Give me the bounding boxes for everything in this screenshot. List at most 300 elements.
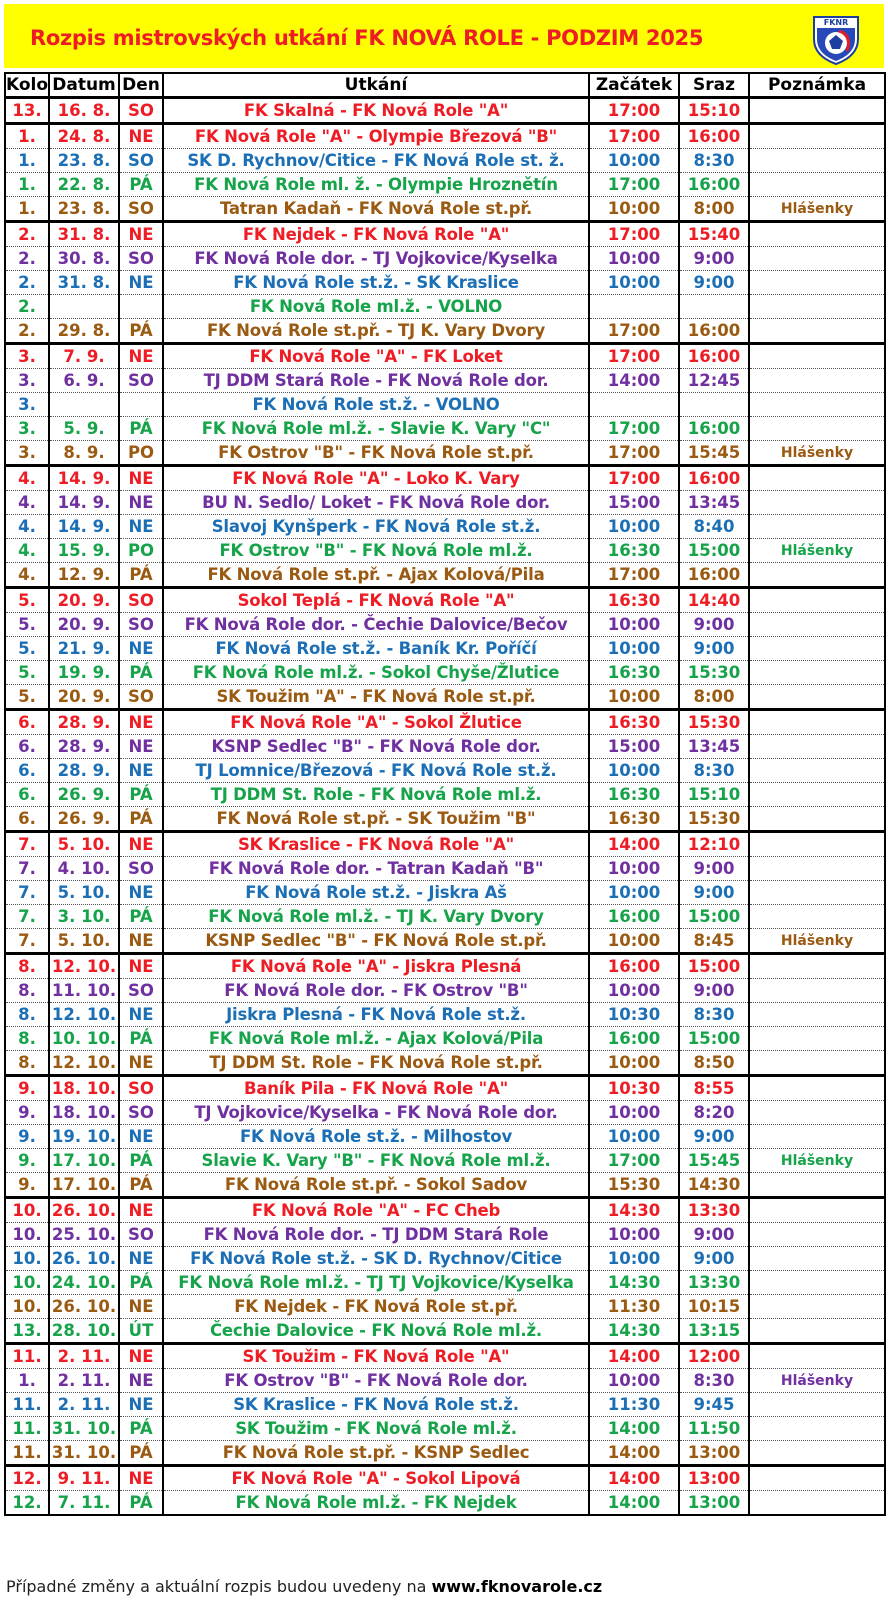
cell-meet: 16:00 [679, 319, 749, 344]
cell-meet: 16:00 [679, 563, 749, 588]
table-row [5, 1223, 885, 1247]
header-sraz: Sraz [679, 73, 749, 98]
cell-start: 10:00 [589, 247, 679, 271]
cell-start: 14:00 [589, 1344, 679, 1369]
cell-datum: 26. 10. [49, 1247, 119, 1271]
cell-den: NE [119, 1393, 163, 1417]
cell-kolo: 7. [5, 905, 49, 929]
cell-kolo: 12. [5, 1491, 49, 1516]
table-row [5, 295, 885, 319]
cell-den: PÁ [119, 905, 163, 929]
cell-match: Čechie Dalovice - FK Nová Role ml.ž. [163, 1319, 589, 1344]
cell-kolo: 8. [5, 1003, 49, 1027]
header-den: Den [119, 73, 163, 98]
cell-note [749, 1441, 885, 1466]
cell-note [749, 1173, 885, 1198]
cell-match: FK Nová Role ml.ž. - Slavie K. Vary "C" [163, 417, 589, 441]
cell-meet: 15:30 [679, 807, 749, 832]
cell-note [749, 685, 885, 710]
cell-match: FK Nová Role ml.ž. - Ajax Kolová/Pila [163, 1027, 589, 1051]
cell-match: FK Nová Role dor. - FK Ostrov "B" [163, 979, 589, 1003]
cell-kolo: 3. [5, 417, 49, 441]
table-row [5, 319, 885, 344]
cell-start: 17:00 [589, 222, 679, 247]
cell-start: 17:00 [589, 1149, 679, 1173]
cell-start: 17:00 [589, 441, 679, 466]
cell-meet: 11:50 [679, 1417, 749, 1441]
cell-start: 17:00 [589, 124, 679, 149]
table-row [5, 710, 885, 735]
cell-start: 10:00 [589, 1125, 679, 1149]
cell-datum: 31. 8. [49, 271, 119, 295]
cell-match: FK Nová Role ml.ž. - TJ TJ Vojkovice/Kyselka [163, 1271, 589, 1295]
cell-datum: 19. 10. [49, 1125, 119, 1149]
cell-den: NE [119, 832, 163, 857]
table-row [5, 247, 885, 271]
cell-note [749, 222, 885, 247]
header-kolo: Kolo [5, 73, 49, 98]
cell-note [749, 832, 885, 857]
header-poznamka: Poznámka [749, 73, 885, 98]
cell-note [749, 1491, 885, 1516]
table-row [5, 1051, 885, 1076]
cell-start: 16:30 [589, 783, 679, 807]
cell-match: Sokol Teplá - FK Nová Role "A" [163, 588, 589, 613]
table-row [5, 661, 885, 685]
cell-datum: 28. 10. [49, 1319, 119, 1344]
cell-datum: 31. 10. [49, 1417, 119, 1441]
cell-start: 16:30 [589, 661, 679, 685]
cell-datum: 24. 8. [49, 124, 119, 149]
cell-match: Tatran Kadaň - FK Nová Role st.př. [163, 197, 589, 222]
cell-datum: 20. 9. [49, 613, 119, 637]
cell-kolo: 8. [5, 1027, 49, 1051]
cell-den: SO [119, 857, 163, 881]
cell-den: NE [119, 929, 163, 954]
cell-match: FK Nová Role st.př. - KSNP Sedlec [163, 1441, 589, 1466]
cell-datum: 20. 9. [49, 685, 119, 710]
cell-den: NE [119, 124, 163, 149]
cell-den: PÁ [119, 173, 163, 197]
cell-meet: 13:30 [679, 1271, 749, 1295]
cell-kolo: 9. [5, 1149, 49, 1173]
table-row [5, 441, 885, 466]
table-row [5, 1466, 885, 1491]
cell-start: 16:30 [589, 588, 679, 613]
cell-datum: 26. 9. [49, 807, 119, 832]
cell-kolo: 7. [5, 832, 49, 857]
cell-den: PO [119, 539, 163, 563]
cell-kolo: 7. [5, 857, 49, 881]
cell-match: FK Nová Role "A" - Sokol Žlutice [163, 710, 589, 735]
cell-meet: 13:15 [679, 1319, 749, 1344]
cell-meet: 16:00 [679, 466, 749, 491]
cell-start: 14:00 [589, 1466, 679, 1491]
cell-kolo: 11. [5, 1441, 49, 1466]
cell-den: SO [119, 1101, 163, 1125]
cell-den: NE [119, 491, 163, 515]
cell-start: 10:00 [589, 197, 679, 222]
cell-note [749, 1466, 885, 1491]
table-row [5, 1027, 885, 1051]
cell-kolo: 3. [5, 393, 49, 417]
cell-den: PÁ [119, 1441, 163, 1466]
cell-meet: 16:00 [679, 173, 749, 197]
cell-den: NE [119, 222, 163, 247]
table-row [5, 929, 885, 954]
cell-meet: 12:10 [679, 832, 749, 857]
cell-den [119, 295, 163, 319]
table-row [5, 637, 885, 661]
cell-datum: 17. 10. [49, 1149, 119, 1173]
cell-note [749, 588, 885, 613]
cell-kolo: 13. [5, 1319, 49, 1344]
cell-start: 10:00 [589, 1223, 679, 1247]
cell-start: 10:00 [589, 515, 679, 539]
cell-datum: 14. 9. [49, 466, 119, 491]
cell-match: FK Nová Role "A" - FC Cheb [163, 1198, 589, 1223]
cell-meet: 15:00 [679, 539, 749, 563]
table-row [5, 222, 885, 247]
header-utkani: Utkání [163, 73, 589, 98]
table-row [5, 417, 885, 441]
cell-kolo: 2. [5, 271, 49, 295]
cell-note [749, 759, 885, 783]
cell-start: 14:00 [589, 832, 679, 857]
cell-datum: 2. 11. [49, 1393, 119, 1417]
table-row [5, 98, 885, 124]
cell-datum: 28. 9. [49, 759, 119, 783]
cell-match: TJ Lomnice/Březová - FK Nová Role st.ž. [163, 759, 589, 783]
cell-den: NE [119, 515, 163, 539]
table-row [5, 173, 885, 197]
cell-meet: 15:00 [679, 954, 749, 979]
cell-den: PÁ [119, 1173, 163, 1198]
cell-meet: 15:45 [679, 1149, 749, 1173]
cell-start: 15:30 [589, 1173, 679, 1198]
cell-datum: 8. 9. [49, 441, 119, 466]
logo-text: FKNR [823, 18, 849, 27]
cell-start: 10:00 [589, 149, 679, 173]
cell-den: SO [119, 613, 163, 637]
cell-datum: 14. 9. [49, 491, 119, 515]
cell-datum: 7. 11. [49, 1491, 119, 1516]
cell-kolo: 3. [5, 344, 49, 369]
cell-note [749, 857, 885, 881]
cell-meet: 8:00 [679, 685, 749, 710]
cell-datum: 30. 8. [49, 247, 119, 271]
cell-kolo: 2. [5, 319, 49, 344]
cell-kolo: 10. [5, 1223, 49, 1247]
cell-kolo: 4. [5, 563, 49, 588]
cell-start: 16:30 [589, 807, 679, 832]
cell-datum: 12. 10. [49, 954, 119, 979]
cell-note [749, 149, 885, 173]
cell-datum: 9. 11. [49, 1466, 119, 1491]
cell-kolo: 3. [5, 369, 49, 393]
cell-match: SK Toužim "A" - FK Nová Role st.př. [163, 685, 589, 710]
cell-start: 10:00 [589, 637, 679, 661]
cell-match: FK Nová Role st.ž. - VOLNO [163, 393, 589, 417]
header-datum: Datum [49, 73, 119, 98]
table-row [5, 515, 885, 539]
footer-url: www.fknovarole.cz [431, 1577, 603, 1596]
cell-start: 10:00 [589, 881, 679, 905]
cell-kolo: 6. [5, 759, 49, 783]
table-row [5, 1441, 885, 1466]
cell-datum: 31. 10. [49, 1441, 119, 1466]
table-row [5, 807, 885, 832]
cell-match: FK Nová Role ml.ž. - VOLNO [163, 295, 589, 319]
table-row [5, 197, 885, 222]
cell-match: TJ Vojkovice/Kyselka - FK Nová Role dor. [163, 1101, 589, 1125]
cell-den: PÁ [119, 661, 163, 685]
table-row [5, 857, 885, 881]
cell-den: NE [119, 759, 163, 783]
cell-kolo: 9. [5, 1101, 49, 1125]
cell-meet: 9:00 [679, 857, 749, 881]
cell-note [749, 710, 885, 735]
cell-start: 10:00 [589, 759, 679, 783]
cell-den: PÁ [119, 417, 163, 441]
cell-datum: 16. 8. [49, 98, 119, 124]
cell-meet: 8:30 [679, 1003, 749, 1027]
cell-start: 16:00 [589, 905, 679, 929]
cell-meet: 9:00 [679, 1223, 749, 1247]
cell-match: FK Nová Role st.př. - Sokol Sadov [163, 1173, 589, 1198]
cell-note [749, 319, 885, 344]
cell-note [749, 1393, 885, 1417]
cell-datum: 20. 9. [49, 588, 119, 613]
cell-datum: 5. 10. [49, 881, 119, 905]
cell-start: 15:00 [589, 735, 679, 759]
cell-start: 15:00 [589, 491, 679, 515]
table-row [5, 588, 885, 613]
cell-den: NE [119, 637, 163, 661]
cell-start: 10:00 [589, 1369, 679, 1393]
cell-kolo: 1. [5, 173, 49, 197]
cell-start: 11:30 [589, 1393, 679, 1417]
cell-start: 17:00 [589, 344, 679, 369]
cell-start: 17:00 [589, 417, 679, 441]
table-row [5, 685, 885, 710]
cell-den: NE [119, 1051, 163, 1076]
cell-match: FK Nová Role "A" - Sokol Lipová [163, 1466, 589, 1491]
cell-kolo: 2. [5, 222, 49, 247]
cell-den: PÁ [119, 807, 163, 832]
cell-datum: 24. 10. [49, 1271, 119, 1295]
cell-match: FK Nová Role "A" - Jiskra Plesná [163, 954, 589, 979]
cell-note [749, 1295, 885, 1319]
cell-den: PÁ [119, 1271, 163, 1295]
cell-meet: 12:00 [679, 1344, 749, 1369]
cell-kolo: 11. [5, 1393, 49, 1417]
cell-kolo: 10. [5, 1271, 49, 1295]
cell-den: NE [119, 1369, 163, 1393]
cell-note [749, 1271, 885, 1295]
cell-kolo: 2. [5, 247, 49, 271]
cell-datum: 12. 10. [49, 1051, 119, 1076]
cell-note: Hlášenky [749, 539, 885, 563]
cell-start: 10:00 [589, 929, 679, 954]
cell-note [749, 1076, 885, 1101]
title-banner [4, 4, 884, 68]
cell-match: SK Kraslice - FK Nová Role st.ž. [163, 1393, 589, 1417]
cell-match: FK Nová Role st.př. - TJ K. Vary Dvory [163, 319, 589, 344]
cell-start: 14:30 [589, 1319, 679, 1344]
cell-meet: 10:15 [679, 1295, 749, 1319]
cell-start: 16:00 [589, 954, 679, 979]
cell-start: 10:00 [589, 1247, 679, 1271]
cell-match: Jiskra Plesná - FK Nová Role st.ž. [163, 1003, 589, 1027]
cell-match: FK Nová Role dor. - Tatran Kadaň "B" [163, 857, 589, 881]
cell-match: FK Nová Role ml.ž. - TJ K. Vary Dvory [163, 905, 589, 929]
cell-note [749, 466, 885, 491]
cell-den: PO [119, 441, 163, 466]
cell-match: FK Nová Role st.ž. - SK D. Rychnov/Citice [163, 1247, 589, 1271]
table-row [5, 393, 885, 417]
cell-match: FK Nejdek - FK Nová Role st.př. [163, 1295, 589, 1319]
cell-note [749, 979, 885, 1003]
cell-match: SK Kraslice - FK Nová Role "A" [163, 832, 589, 857]
cell-start: 10:30 [589, 1076, 679, 1101]
cell-meet: 15:10 [679, 98, 749, 124]
cell-match: FK Ostrov "B" - FK Nová Role ml.ž. [163, 539, 589, 563]
cell-kolo: 5. [5, 613, 49, 637]
footer-text: Případné změny a aktuální rozpis budou uvedeny na [6, 1577, 432, 1596]
cell-den [119, 393, 163, 417]
cell-match: Slavie K. Vary "B" - FK Nová Role ml.ž. [163, 1149, 589, 1173]
cell-note [749, 247, 885, 271]
table-row [5, 735, 885, 759]
cell-datum: 7. 9. [49, 344, 119, 369]
cell-kolo: 1. [5, 1369, 49, 1393]
cell-kolo: 13. [5, 98, 49, 124]
cell-meet: 9:00 [679, 271, 749, 295]
table-row [5, 124, 885, 149]
cell-kolo: 1. [5, 149, 49, 173]
cell-den: NE [119, 1466, 163, 1491]
cell-den: SO [119, 247, 163, 271]
cell-datum: 28. 9. [49, 710, 119, 735]
schedule-table [4, 72, 886, 1516]
cell-match: FK Nová Role st.ž. - Baník Kr. Poříčí [163, 637, 589, 661]
cell-meet: 9:00 [679, 881, 749, 905]
cell-kolo: 8. [5, 954, 49, 979]
cell-meet: 8:00 [679, 197, 749, 222]
cell-den: NE [119, 1247, 163, 1271]
cell-meet: 13:00 [679, 1466, 749, 1491]
cell-den: NE [119, 954, 163, 979]
cell-den: SO [119, 588, 163, 613]
cell-meet: 9:00 [679, 613, 749, 637]
cell-match: SK D. Rychnov/Citice - FK Nová Role st. ž. [163, 149, 589, 173]
cell-datum: 29. 8. [49, 319, 119, 344]
cell-meet: 15:30 [679, 710, 749, 735]
cell-meet: 12:45 [679, 369, 749, 393]
cell-den: PÁ [119, 783, 163, 807]
cell-kolo: 5. [5, 685, 49, 710]
cell-den: SO [119, 979, 163, 1003]
cell-meet: 9:00 [679, 637, 749, 661]
cell-meet: 13:30 [679, 1198, 749, 1223]
table-row [5, 1173, 885, 1198]
cell-meet: 8:30 [679, 1369, 749, 1393]
cell-meet: 14:30 [679, 1173, 749, 1198]
cell-note: Hlášenky [749, 1369, 885, 1393]
cell-den: NE [119, 1125, 163, 1149]
table-row [5, 1198, 885, 1223]
cell-note: Hlášenky [749, 929, 885, 954]
cell-match: SK Toužim - FK Nová Role "A" [163, 1344, 589, 1369]
cell-datum: 23. 8. [49, 149, 119, 173]
cell-match: FK Ostrov "B" - FK Nová Role st.př. [163, 441, 589, 466]
cell-meet: 16:00 [679, 124, 749, 149]
cell-datum: 15. 9. [49, 539, 119, 563]
cell-note [749, 563, 885, 588]
table-row [5, 1393, 885, 1417]
cell-meet: 13:00 [679, 1441, 749, 1466]
cell-den: SO [119, 197, 163, 222]
cell-kolo: 9. [5, 1173, 49, 1198]
cell-match: KSNP Sedlec "B" - FK Nová Role dor. [163, 735, 589, 759]
cell-start [589, 295, 679, 319]
cell-den: PÁ [119, 563, 163, 588]
cell-note [749, 807, 885, 832]
cell-den: PÁ [119, 319, 163, 344]
cell-meet: 9:00 [679, 1125, 749, 1149]
cell-den: SO [119, 149, 163, 173]
cell-datum: 26. 10. [49, 1295, 119, 1319]
cell-match: TJ DDM Stará Role - FK Nová Role dor. [163, 369, 589, 393]
cell-match: TJ DDM St. Role - FK Nová Role st.př. [163, 1051, 589, 1076]
cell-note [749, 637, 885, 661]
cell-meet: 8:55 [679, 1076, 749, 1101]
cell-kolo: 6. [5, 807, 49, 832]
cell-den: NE [119, 466, 163, 491]
cell-note [749, 613, 885, 637]
cell-meet: 13:45 [679, 735, 749, 759]
cell-start: 10:00 [589, 979, 679, 1003]
cell-den: PÁ [119, 1491, 163, 1516]
cell-start: 17:00 [589, 319, 679, 344]
cell-match: FK Nová Role st.př. - SK Toužim "B" [163, 807, 589, 832]
cell-note [749, 954, 885, 979]
cell-match: FK Nová Role ml. ž. - Olympie Hroznětín [163, 173, 589, 197]
cell-meet: 8:20 [679, 1101, 749, 1125]
footer-note [6, 1577, 602, 1596]
cell-kolo: 6. [5, 783, 49, 807]
cell-kolo: 5. [5, 661, 49, 685]
cell-den: NE [119, 1198, 163, 1223]
cell-datum [49, 393, 119, 417]
cell-kolo: 10. [5, 1247, 49, 1271]
table-row [5, 1101, 885, 1125]
cell-den: PÁ [119, 1149, 163, 1173]
cell-match: SK Toužim - FK Nová Role ml.ž. [163, 1417, 589, 1441]
cell-datum: 5. 9. [49, 417, 119, 441]
cell-note: Hlášenky [749, 441, 885, 466]
cell-start: 14:00 [589, 369, 679, 393]
cell-match: FK Nová Role st.ž. - SK Kraslice [163, 271, 589, 295]
cell-match: FK Nová Role st.př. - Ajax Kolová/Pila [163, 563, 589, 588]
table-row [5, 1319, 885, 1344]
cell-note [749, 344, 885, 369]
cell-meet: 8:40 [679, 515, 749, 539]
cell-note [749, 1319, 885, 1344]
cell-note [749, 1198, 885, 1223]
cell-start: 10:30 [589, 1003, 679, 1027]
